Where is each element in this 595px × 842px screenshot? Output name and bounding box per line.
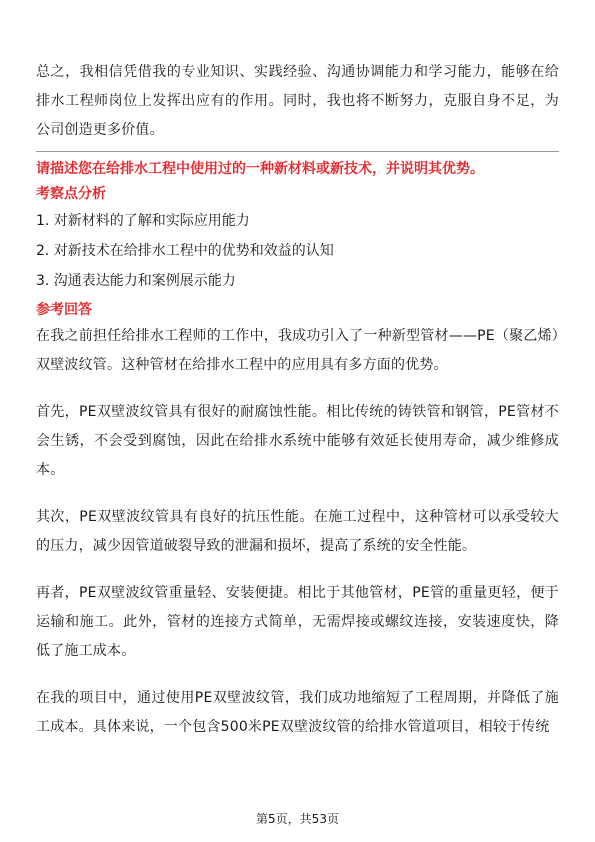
page-number: 第5页，共53页	[256, 812, 339, 826]
answer-paragraph-3: 其次，PE双壁波纹管具有良好的抗压性能。在施工过程中，这种管材可以承受较大的压力，减少因管道破裂导致的泄漏和损坏，提高了系统的安全性能。	[36, 509, 559, 554]
intro-paragraph: 总之，我相信凭借我的专业知识、实践经验、沟通协调能力和学习能力，能够在给排水工程师岗位上发挥出应有的作用。同时，我也将不断努力，克服自身不足，为公司创造更多价值。	[36, 64, 559, 138]
answer-heading: 参考回答	[36, 302, 92, 318]
answer-paragraph-5: 在我的项目中，通过使用PE双壁波纹管，我们成功地缩短了工程周期，并降低了施工成本。具体来说，一个包含500米PE双壁波纹管的给排水管道项目，相较于传统	[36, 690, 559, 735]
answer-paragraph-2: 首先，PE双壁波纹管具有很好的耐腐蚀性能。相比传统的铸铁管和钢管，PE管材不会生锈，不会受到腐蚀，因此在给排水系统中能够有效延长使用寿命，减少维修成本。	[36, 404, 559, 478]
analysis-heading: 考察点分析	[36, 186, 106, 202]
analysis-point-3: 3. 沟通表达能力和案例展示能力	[36, 273, 236, 289]
analysis-point-1: 1. 对新材料的了解和实际应用能力	[36, 213, 250, 229]
paragraph-gap	[36, 380, 559, 398]
section-divider	[36, 151, 559, 152]
document-page	[36, 58, 559, 742]
answer-paragraph-1: 在我之前担任给排水工程师的工作中，我成功引入了一种新型管材——PE（聚乙烯）双壁波纹管。这种管材在给排水工程中的应用具有多方面的优势。	[36, 328, 559, 373]
paragraph-gap	[36, 561, 559, 579]
question-title: 请描述您在给排水工程中使用过的一种新材料或新技术，并说明其优势。	[36, 161, 484, 177]
answer-paragraph-4: 再者，PE双壁波纹管重量轻、安装便捷。相比于其他管材，PE管的重量更轻，便于运输和施工。此外，管材的连接方式简单，无需焊接或螺纹连接，安装速度快，降低了施工成本。	[36, 585, 559, 659]
analysis-point-2: 2. 对新技术在给排水工程中的优势和效益的认知	[36, 243, 334, 259]
paragraph-gap	[36, 485, 559, 503]
paragraph-gap	[36, 666, 559, 684]
